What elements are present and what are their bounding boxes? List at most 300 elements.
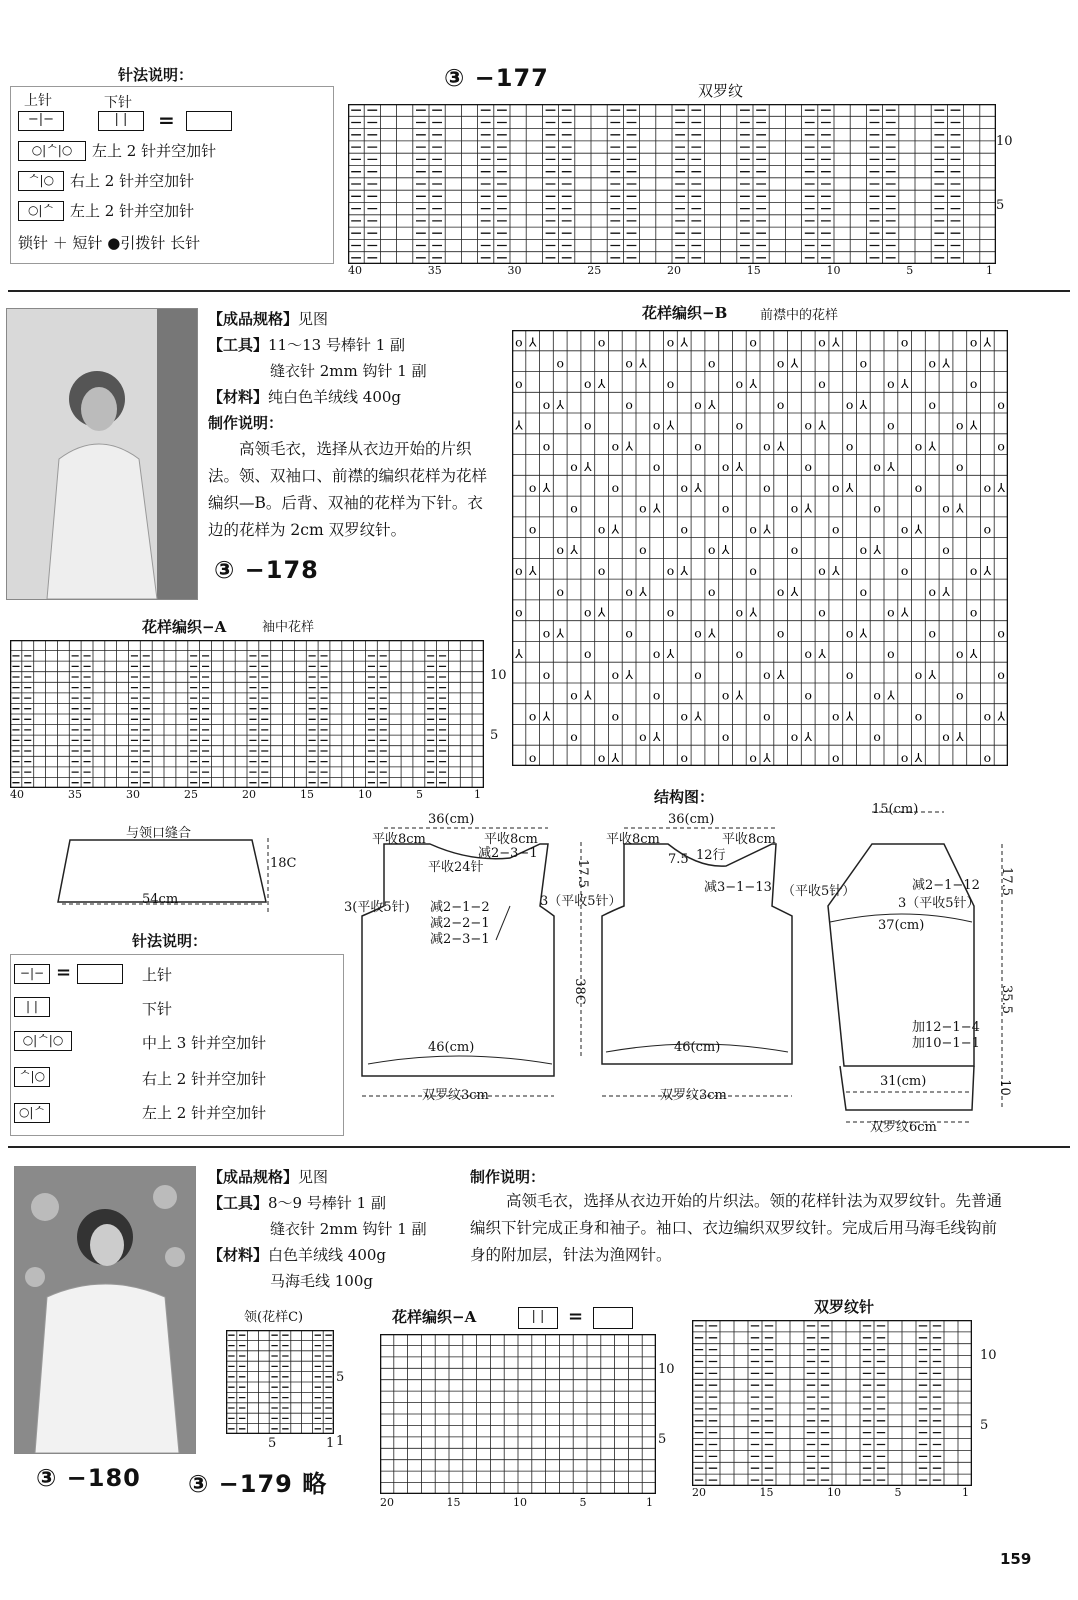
column-label: 5 bbox=[416, 788, 423, 801]
stitch-symbol: ⅄ bbox=[776, 666, 785, 682]
stitch-symbol: o bbox=[611, 438, 620, 454]
collar-label: 与领口缝合 bbox=[126, 826, 192, 841]
stitch-symbol: ⅄ bbox=[721, 542, 730, 558]
rib-row-10: 10 bbox=[980, 1348, 997, 1363]
front-dec-a: 减2−1−2 bbox=[430, 900, 490, 915]
p180-chart-a-legend: | | = bbox=[518, 1306, 633, 1329]
stitch-symbol: ⅄ bbox=[625, 438, 633, 454]
sleeve-top: 15(cm) bbox=[872, 802, 919, 817]
stitch-symbol: o bbox=[845, 666, 854, 682]
collar-c-row-5: 5 bbox=[336, 1370, 345, 1385]
stitch-symbol: o bbox=[666, 604, 675, 620]
column-label: 20 bbox=[692, 1486, 706, 1499]
column-label: 15 bbox=[746, 264, 761, 277]
stitch-symbol: ⅄ bbox=[942, 583, 950, 599]
legend-lower-label: 下针 bbox=[104, 95, 132, 111]
pattern-180-number: ③ −180 bbox=[36, 1464, 141, 1492]
stitch-symbol: o bbox=[804, 646, 812, 662]
stitch-symbol: o bbox=[584, 646, 592, 662]
stitch-symbol: o bbox=[749, 749, 757, 765]
back-neck-b: 12行 bbox=[696, 848, 726, 863]
stitch-symbol: o bbox=[749, 334, 757, 350]
column-label: 5 bbox=[579, 1496, 587, 1509]
stitch-symbol: o bbox=[721, 459, 730, 475]
stitch-symbol: o bbox=[542, 438, 551, 454]
chart-a-subtitle: 袖中花样 bbox=[262, 620, 315, 635]
legend-item-2-symbol: ᄉ|○ bbox=[18, 170, 64, 191]
stitch-symbol: ⅄ bbox=[818, 417, 826, 433]
p178-tools: 【工具】11～13 号棒针 1 副 bbox=[208, 336, 406, 354]
column-label: 35 bbox=[68, 788, 82, 801]
stitch-symbol: o bbox=[584, 376, 592, 392]
rib-col-labels bbox=[692, 1486, 972, 1500]
sleeve-cuff: 31(cm) bbox=[880, 1074, 927, 1089]
stitch-symbol: o bbox=[804, 417, 812, 433]
stitch-symbol: o bbox=[515, 562, 523, 578]
p178-instructions: 高领毛衣，选择从衣边开始的片织法。领、双袖口、前襟的编织花样为花样编织—B。后背、双袖的花样为下针。衣边的花样为 2cm 双罗纹针。 bbox=[208, 440, 488, 539]
p180-chart-a-row-5: 5 bbox=[658, 1432, 667, 1447]
stitch-symbol: o bbox=[942, 729, 950, 745]
stitch-symbol: o bbox=[611, 479, 620, 495]
page-number: 159 bbox=[1000, 1550, 1032, 1568]
stitch-symbol: o bbox=[900, 749, 909, 765]
stitch-symbol: o bbox=[887, 646, 895, 662]
stitch-symbol: o bbox=[873, 500, 881, 516]
stitch-symbol: ⅄ bbox=[928, 438, 937, 454]
stitch-symbol: o bbox=[832, 708, 840, 724]
stitch-symbol: o bbox=[997, 625, 1005, 641]
stitch-symbol: ⅄ bbox=[583, 459, 592, 475]
p180-chart-a-title: 花样编织−A bbox=[392, 1308, 477, 1326]
stitch-symbol: o bbox=[652, 687, 661, 703]
stitch-symbol: o bbox=[584, 417, 592, 433]
chart-b bbox=[512, 330, 1008, 766]
p180-chart-a-row-10: 10 bbox=[658, 1362, 675, 1377]
stitch-symbol: ⅄ bbox=[955, 729, 964, 745]
stitch-symbol: o bbox=[652, 459, 661, 475]
p178-legend-sym-lower: | | bbox=[14, 996, 50, 1017]
stitch-symbol: ⅄ bbox=[928, 666, 937, 682]
stitch-symbol: o bbox=[887, 417, 895, 433]
stitch-symbol: ⅄ bbox=[942, 355, 950, 371]
stitch-symbol: ⅄ bbox=[845, 479, 854, 495]
stitch-symbol: o bbox=[969, 376, 978, 392]
divider-1 bbox=[8, 290, 1070, 292]
column-label: 40 bbox=[348, 264, 362, 277]
stitch-symbol: ⅄ bbox=[873, 542, 881, 558]
stitch-symbol: o bbox=[515, 334, 523, 350]
stitch-symbol: ⅄ bbox=[652, 500, 661, 516]
p178-legend-text-mid3: 中上 3 针并空加针 bbox=[142, 1034, 267, 1052]
stitch-symbol: ⅄ bbox=[611, 749, 620, 765]
grid-lines bbox=[380, 1334, 656, 1494]
stitch-symbol: ⅄ bbox=[515, 417, 523, 433]
chart-177-row-10: 10 bbox=[996, 134, 1013, 149]
stitch-symbol: ⅄ bbox=[804, 729, 813, 745]
stitch-symbol: o bbox=[776, 583, 785, 599]
stitch-symbol: o bbox=[859, 583, 868, 599]
stitch-symbol: o bbox=[749, 562, 757, 578]
stitch-symbol: ⅄ bbox=[859, 396, 868, 412]
stitch-symbol: ⅄ bbox=[859, 625, 868, 641]
front-body-diagram bbox=[360, 810, 590, 1100]
front-side-right: 3（平收5针） bbox=[540, 894, 622, 909]
sleeve-rib: 双罗纹6cm bbox=[870, 1120, 937, 1135]
stitch-symbol: o bbox=[776, 625, 785, 641]
stitch-symbol: o bbox=[983, 479, 992, 495]
stitch-symbol: o bbox=[928, 625, 936, 641]
grid-lines bbox=[692, 1320, 972, 1486]
stitch-symbol: o bbox=[997, 396, 1005, 412]
column-label: 30 bbox=[507, 264, 522, 277]
stitch-symbol: o bbox=[804, 687, 812, 703]
stitch-symbol: ⅄ bbox=[763, 521, 771, 537]
stitch-symbol: ⅄ bbox=[969, 646, 978, 662]
stitch-symbol: o bbox=[735, 376, 744, 392]
stitch-symbol: o bbox=[597, 334, 606, 350]
sleeve-h1: 17.5 bbox=[998, 867, 1014, 896]
column-label: 35 bbox=[427, 264, 442, 277]
stitch-symbol: o bbox=[928, 355, 936, 371]
stitch-symbol: o bbox=[735, 646, 744, 662]
stitch-symbol: o bbox=[542, 396, 551, 412]
stitch-symbol: o bbox=[956, 687, 964, 703]
stitch-symbol: o bbox=[873, 729, 881, 745]
back-top-width: 36(cm) bbox=[668, 812, 715, 827]
collar-c-col-5: 5 bbox=[268, 1436, 277, 1451]
collar-width: 54cm bbox=[142, 892, 179, 907]
stitch-symbol: o bbox=[515, 604, 523, 620]
collar-c-col-1: 1 bbox=[326, 1436, 335, 1451]
stitch-symbol: o bbox=[818, 376, 826, 392]
p178-legend-title: 针法说明： bbox=[132, 932, 208, 950]
stitch-symbol: ⅄ bbox=[749, 604, 757, 620]
stitch-symbol: o bbox=[597, 562, 606, 578]
p178-legend-sym-upper: −|− = bbox=[14, 962, 123, 984]
stitch-symbol: ⅄ bbox=[735, 459, 744, 475]
column-label: 1 bbox=[474, 788, 481, 801]
legend-crochet-items: 锁针 ＋ 短针 ●引拨针 长针 bbox=[18, 234, 201, 252]
stitch-symbol: o bbox=[845, 438, 854, 454]
stitch-symbol: ⅄ bbox=[969, 417, 978, 433]
stitch-symbol: o bbox=[721, 729, 730, 745]
front-bottom: 46(cm) bbox=[428, 1040, 475, 1055]
stitch-symbol: o bbox=[983, 708, 992, 724]
stitch-symbol: o bbox=[680, 708, 688, 724]
stitch-symbol: o bbox=[914, 438, 923, 454]
column-label: 5 bbox=[906, 264, 914, 277]
stitch-symbol: o bbox=[639, 500, 647, 516]
upper-stitch-symbol: −|− bbox=[18, 110, 64, 131]
equals-symbol-box bbox=[186, 110, 232, 131]
legend-item-2-text: 右上 2 针并空加针 bbox=[70, 172, 195, 190]
front-dec-c: 减2−3−1 bbox=[430, 932, 490, 947]
chart-b-title: 花样编织−B bbox=[642, 304, 728, 322]
collar-height: 18C bbox=[270, 856, 297, 871]
column-label: 1 bbox=[962, 1486, 969, 1499]
stitch-symbol: ⅄ bbox=[983, 562, 992, 578]
pattern-179-number: ③ −179 略 bbox=[188, 1470, 328, 1498]
p178-instructions-title: 制作说明： bbox=[208, 414, 284, 432]
stitch-symbol: ⅄ bbox=[707, 396, 716, 412]
column-label: 15 bbox=[446, 1496, 461, 1509]
p180-materials-2: 马海毛线 100g bbox=[270, 1272, 374, 1290]
stitch-symbol: o bbox=[804, 459, 812, 475]
stitch-symbol: o bbox=[997, 666, 1005, 682]
stitch-symbol: o bbox=[597, 749, 606, 765]
stitch-symbol: o bbox=[900, 562, 909, 578]
stitch-symbol: ⅄ bbox=[639, 355, 647, 371]
legend-top-title: 针法说明： bbox=[118, 66, 194, 84]
sleeve-h3: 10 bbox=[996, 1079, 1012, 1096]
stitch-symbol: o bbox=[914, 666, 923, 682]
p180-instructions-title: 制作说明： bbox=[470, 1168, 546, 1186]
stitch-symbol: o bbox=[528, 749, 537, 765]
stitch-symbol: ⅄ bbox=[914, 521, 923, 537]
chart-a bbox=[10, 640, 484, 788]
sleeve-width: 37(cm) bbox=[878, 918, 925, 933]
p180-chart-a-col-labels bbox=[380, 1496, 656, 1510]
stitch-symbol: o bbox=[956, 646, 964, 662]
chart-b-subtitle: 前襟中的花样 bbox=[760, 308, 839, 323]
stitch-symbol: o bbox=[818, 604, 826, 620]
stitch-symbol: o bbox=[639, 729, 647, 745]
stitch-symbol: o bbox=[914, 708, 923, 724]
p178-spec: 【成品规格】见图 bbox=[208, 310, 329, 328]
divider-2 bbox=[8, 1146, 1070, 1148]
column-label: 25 bbox=[587, 264, 602, 277]
back-dec: 减3−1−13 bbox=[704, 880, 772, 895]
p180-chart-a bbox=[380, 1334, 656, 1494]
stitch-symbol: o bbox=[859, 542, 868, 558]
stitch-symbol: o bbox=[694, 625, 702, 641]
back-left-top: 平收8cm bbox=[606, 832, 660, 847]
stitch-symbol: ⅄ bbox=[997, 708, 1005, 724]
stitch-symbol: ⅄ bbox=[597, 604, 606, 620]
p178-legend-sym-right2: ᄉ|○ bbox=[14, 1066, 50, 1087]
column-label: 40 bbox=[10, 788, 24, 801]
front-height-upper: 17.5 bbox=[574, 859, 590, 888]
stitch-symbol: ⅄ bbox=[666, 646, 675, 662]
stitch-symbol: o bbox=[625, 625, 633, 641]
legend-equals: = bbox=[158, 108, 175, 132]
stitch-symbol: o bbox=[873, 687, 881, 703]
rib-row-5: 5 bbox=[980, 1418, 989, 1433]
chart-a-row-5: 5 bbox=[490, 728, 499, 743]
grid-lines bbox=[348, 104, 996, 264]
collar-c-chart bbox=[226, 1330, 334, 1434]
purl-marks bbox=[12, 656, 446, 783]
stitch-symbol: ⅄ bbox=[542, 479, 551, 495]
front-left-top: 平收8cm bbox=[372, 832, 426, 847]
column-label: 20 bbox=[380, 1496, 394, 1509]
stitch-symbol: o bbox=[832, 479, 840, 495]
stitch-symbol: ⅄ bbox=[666, 417, 675, 433]
column-label: 10 bbox=[513, 1496, 527, 1509]
stitch-symbol: o bbox=[652, 417, 661, 433]
stitch-symbol: ⅄ bbox=[597, 376, 606, 392]
stitch-symbol: o bbox=[735, 417, 744, 433]
column-label: 10 bbox=[358, 788, 372, 801]
stitch-symbol: ⅄ bbox=[749, 376, 757, 392]
stitch-symbol: o bbox=[790, 500, 799, 516]
stitch-symbol: ⅄ bbox=[776, 438, 785, 454]
front-neck: 平收24针 bbox=[428, 860, 484, 875]
stitch-symbol: o bbox=[832, 521, 840, 537]
stitch-symbol: o bbox=[832, 749, 840, 765]
stitch-symbol: o bbox=[570, 729, 578, 745]
stitch-symbol: ⅄ bbox=[790, 583, 799, 599]
stitch-symbol: o bbox=[708, 583, 716, 599]
stitch-symbol: ⅄ bbox=[735, 687, 744, 703]
stitch-symbol: o bbox=[942, 500, 950, 516]
back-right-top: 平收8cm bbox=[722, 832, 776, 847]
p180-tools: 【工具】8～9 号棒针 1 副 bbox=[208, 1194, 386, 1212]
stitch-symbol: o bbox=[666, 562, 675, 578]
stitch-symbol: o bbox=[570, 459, 578, 475]
front-height-line bbox=[576, 842, 586, 1056]
p178-legend-sym-left2: ○|ᄉ bbox=[14, 1102, 50, 1123]
stitch-symbol: o bbox=[570, 687, 578, 703]
sleeve-side: 3（平收5针） bbox=[898, 896, 980, 911]
lower-stitch-symbol: | | bbox=[98, 110, 144, 131]
stitch-symbol: o bbox=[887, 604, 895, 620]
p178-legend-text-upper: 上针 bbox=[142, 966, 173, 984]
rib-chart bbox=[692, 1320, 972, 1486]
stitch-symbol: ⅄ bbox=[528, 562, 537, 578]
stitch-symbol: o bbox=[763, 666, 771, 682]
legend-item-1-symbol: ○|ᄉ|○ bbox=[18, 140, 86, 161]
stitch-symbol: o bbox=[859, 355, 868, 371]
stitch-symbol: o bbox=[597, 521, 606, 537]
stitch-symbol: ⅄ bbox=[707, 625, 716, 641]
stitch-symbol: o bbox=[749, 521, 757, 537]
stitch-symbol: o bbox=[542, 625, 551, 641]
stitch-symbol: o bbox=[625, 396, 633, 412]
pattern-177-chart bbox=[348, 104, 996, 264]
stitch-symbol: o bbox=[528, 708, 537, 724]
back-neck-a: 7.5 bbox=[668, 852, 689, 867]
stitch-symbol: o bbox=[845, 396, 854, 412]
collar-c-title: 领(花样C) bbox=[244, 1310, 304, 1325]
p178-legend-text-lower: 下针 bbox=[142, 1000, 173, 1018]
stitch-symbol: ⅄ bbox=[831, 562, 840, 578]
stitch-symbol: o bbox=[556, 542, 564, 558]
stitch-symbol: o bbox=[776, 396, 785, 412]
stitch-symbol: ⅄ bbox=[955, 500, 964, 516]
stitch-symbol: o bbox=[763, 708, 771, 724]
stitch-symbol: ⅄ bbox=[887, 687, 895, 703]
stitch-symbol: o bbox=[942, 542, 950, 558]
stitch-symbol: o bbox=[708, 355, 716, 371]
chart-a-row-10: 10 bbox=[490, 668, 507, 683]
stitch-symbol: ⅄ bbox=[542, 708, 551, 724]
pattern-180-photo bbox=[14, 1166, 196, 1454]
stitch-symbol: o bbox=[694, 438, 702, 454]
stitch-symbol: o bbox=[818, 562, 826, 578]
column-label: 15 bbox=[300, 788, 314, 801]
grid-lines bbox=[10, 640, 484, 788]
stitch-symbol: o bbox=[956, 417, 964, 433]
stitch-symbol: ⅄ bbox=[611, 521, 620, 537]
sleeve-dec: 减2−1−12 bbox=[912, 878, 980, 893]
stitch-symbol: ⅄ bbox=[900, 376, 909, 392]
sleeve-inc2: 加10−1−1 bbox=[912, 1036, 980, 1051]
rib-title: 双罗纹针 bbox=[814, 1298, 875, 1316]
stitch-symbol: o bbox=[694, 666, 702, 682]
stitch-symbol: ⅄ bbox=[887, 459, 895, 475]
stitch-symbol: o bbox=[625, 583, 633, 599]
stitch-symbol: ⅄ bbox=[914, 749, 923, 765]
stitch-symbol: o bbox=[652, 646, 661, 662]
p178-legend-sym-mid3: ○|ᄉ|○ bbox=[14, 1030, 72, 1051]
stitch-symbol: o bbox=[969, 334, 978, 350]
legend-item-3-symbol: ○|ᄉ bbox=[18, 200, 64, 221]
pattern-177-number: ③ −177 bbox=[444, 64, 549, 92]
column-label: 5 bbox=[894, 1486, 902, 1499]
front-dec1: 减2−3−1 bbox=[478, 846, 538, 861]
stitch-symbol: o bbox=[556, 583, 564, 599]
stitch-symbol: o bbox=[611, 666, 620, 682]
stitch-symbol: o bbox=[528, 479, 537, 495]
stitch-symbol: o bbox=[790, 729, 799, 745]
stitch-symbol: ⅄ bbox=[625, 666, 633, 682]
stitch-symbol: o bbox=[611, 708, 620, 724]
front-height-body: 38C bbox=[571, 978, 587, 1005]
pattern-178-photo bbox=[6, 308, 198, 600]
stitch-symbol: ⅄ bbox=[694, 479, 702, 495]
stitch-symbol: ⅄ bbox=[694, 708, 702, 724]
stitch-symbol: ⅄ bbox=[763, 749, 771, 765]
stitch-symbol: o bbox=[666, 376, 675, 392]
structure-title: 结构图： bbox=[654, 788, 715, 806]
pattern-178-number: ③ −178 bbox=[214, 556, 319, 584]
stitch-symbol: o bbox=[584, 604, 592, 620]
stitch-symbol: o bbox=[928, 583, 936, 599]
stitch-symbol: o bbox=[721, 500, 730, 516]
stitch-symbol: o bbox=[997, 438, 1005, 454]
stitch-symbol: o bbox=[969, 604, 978, 620]
chart-a-col-labels bbox=[10, 788, 484, 802]
stitch-symbol: o bbox=[515, 376, 523, 392]
stitch-symbol: ⅄ bbox=[983, 334, 992, 350]
back-side: （平收5针） bbox=[782, 884, 856, 899]
front-right-top: 平收8cm bbox=[484, 832, 538, 847]
column-label: 20 bbox=[667, 264, 681, 277]
stitch-symbol: ⅄ bbox=[818, 646, 826, 662]
column-label: 30 bbox=[126, 788, 140, 801]
p180-materials: 【材料】白色羊绒线 400g bbox=[208, 1246, 387, 1264]
column-label: 1 bbox=[986, 264, 993, 277]
stitch-symbol: o bbox=[708, 542, 716, 558]
stitch-symbol: o bbox=[680, 479, 688, 495]
legend-item-3-text: 左上 2 针并空加针 bbox=[70, 202, 195, 220]
stitch-symbol: o bbox=[956, 459, 964, 475]
column-label: 1 bbox=[646, 1496, 653, 1509]
stitch-symbol: o bbox=[845, 625, 854, 641]
front-top-width: 36(cm) bbox=[428, 812, 475, 827]
stitch-symbol: o bbox=[542, 666, 551, 682]
front-rib: 双罗纹3cm bbox=[422, 1088, 489, 1103]
column-label: 15 bbox=[759, 1486, 774, 1499]
p178-materials: 【材料】纯白色羊绒线 400g bbox=[208, 388, 402, 406]
stitch-symbol: o bbox=[528, 521, 537, 537]
stitch-symbol: ⅄ bbox=[556, 396, 565, 412]
stitch-symbol: ⅄ bbox=[515, 646, 523, 662]
pattern-177-title: 双罗纹 bbox=[698, 82, 744, 100]
legend-item-1-text: 左上 2 针并空加针 bbox=[92, 142, 217, 160]
stitch-symbol: ⅄ bbox=[583, 687, 592, 703]
